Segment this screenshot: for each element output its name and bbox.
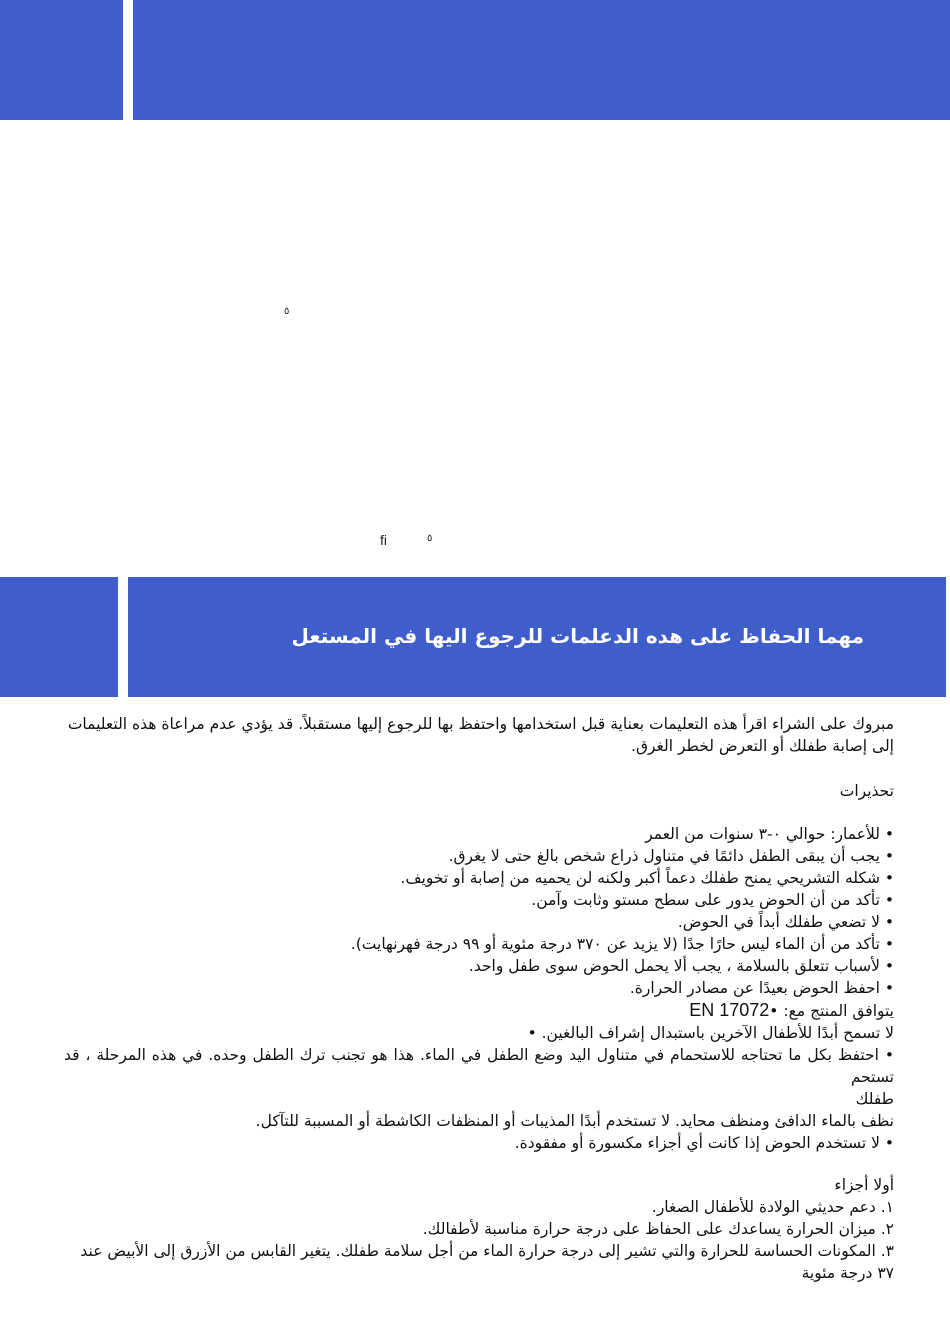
stray-mark-a: ٥ <box>284 306 290 317</box>
standard-label: يتوافق المنتج مع: <box>783 1002 894 1020</box>
intro-line: مبروك على الشراء اقرأ هذه التعليمات بعناية قبل استخدامها واحتفظ بها للرجوع إليها مستقبلاً. قد يؤدي عدم مراعاة هذه التعليمات <box>67 715 894 733</box>
warning-item: نظف بالماء الدافئ ومنظف محايد. لا تستخدم أبدًا المذيبات أو المنظفات الكاشطة أو المسببة للتآكل. <box>255 1112 894 1130</box>
warning-item: طفلك <box>855 1090 894 1108</box>
warning-item: • تأكد من أن الحوض يدور على سطح مستو وثابت وآمن. <box>531 891 894 909</box>
top-band-left <box>0 0 123 120</box>
parts-item: ٣. المكونات الحساسة للحرارة والتي تشير إلى درجة حرارة الماء من أجل سلامة طفلك. يتغير القابس من الأزرق إلى الأبيض عند <box>80 1242 894 1260</box>
stray-mark-c: ٥ <box>427 533 433 544</box>
warnings-heading: تحذيرات <box>839 782 894 800</box>
parts-item: ٢. ميزان الحرارة يساعدك على الحفاظ على درجة حرارة مناسبة لأطفالك. <box>422 1220 894 1238</box>
warning-item: • احفظ الحوض بعيدًا عن مصادر الحرارة. <box>629 979 894 997</box>
warnings-list <box>64 823 894 1154</box>
warning-item: • احتفظ بكل ما تحتاجه للاستحمام في متناول اليد وضع الطفل في الماء. هذا هو تجنب ترك الطفل وحده. في هذه المرحلة ، قد تستحم <box>64 1046 894 1086</box>
intro-paragraph <box>64 713 894 757</box>
standard-bullet: • <box>769 1002 779 1020</box>
warning-item: لا تسمح أبدًا للأطفال الآخرين باستبدال إشراف البالغين. • <box>527 1024 894 1042</box>
warning-item: • يجب أن يبقى الطفل دائمًا في متناول ذراع شخص بالغ حتى لا يغرق. <box>448 847 894 865</box>
warning-item: • شكله التشريحي يمنح طفلك دعماً أكبر ولكنه لن يحميه من إصابة أو تخويف. <box>400 869 894 887</box>
banner-title: مهما الحفاظ على هده الدعلمات للرجوع اليها في المستعل <box>291 624 864 648</box>
warning-item: • للأعمار: حوالي ٠-٣ سنوات من العمر <box>645 825 894 843</box>
parts-section <box>64 1174 894 1284</box>
warning-item: • لأسباب تتعلق بالسلامة ، يجب ألا يحمل الحوض سوى طفل واحد. <box>468 957 894 975</box>
warnings-section <box>64 780 894 802</box>
warning-item: • تأكد من أن الماء ليس حارًا جدًا (لا يزيد عن ٣٧٠ درجة مئوية أو ٩٩ درجة فهرنهايت). <box>350 935 894 953</box>
parts-item: ١. دعم حديثي الولادة للأطفال الصغار. <box>651 1198 894 1216</box>
intro-line: إلى إصابة طفلك أو التعرض لخطر الغرق. <box>631 737 894 755</box>
standard-code: EN 17072 <box>689 1000 770 1020</box>
warning-item: • لا تضعي طفلك أبداً في الحوض. <box>677 913 894 931</box>
top-band-right <box>133 0 950 120</box>
banner-left <box>0 577 118 697</box>
stray-mark-b: fi <box>380 532 387 548</box>
standard-line <box>64 999 894 1022</box>
warning-item: • لا تستخدم الحوض إذا كانت أي أجزاء مكسورة أو مفقودة. <box>514 1134 894 1152</box>
parts-item: ٣٧ درجة مئوية <box>801 1264 894 1282</box>
parts-heading: أولا أجزاء <box>834 1176 894 1194</box>
